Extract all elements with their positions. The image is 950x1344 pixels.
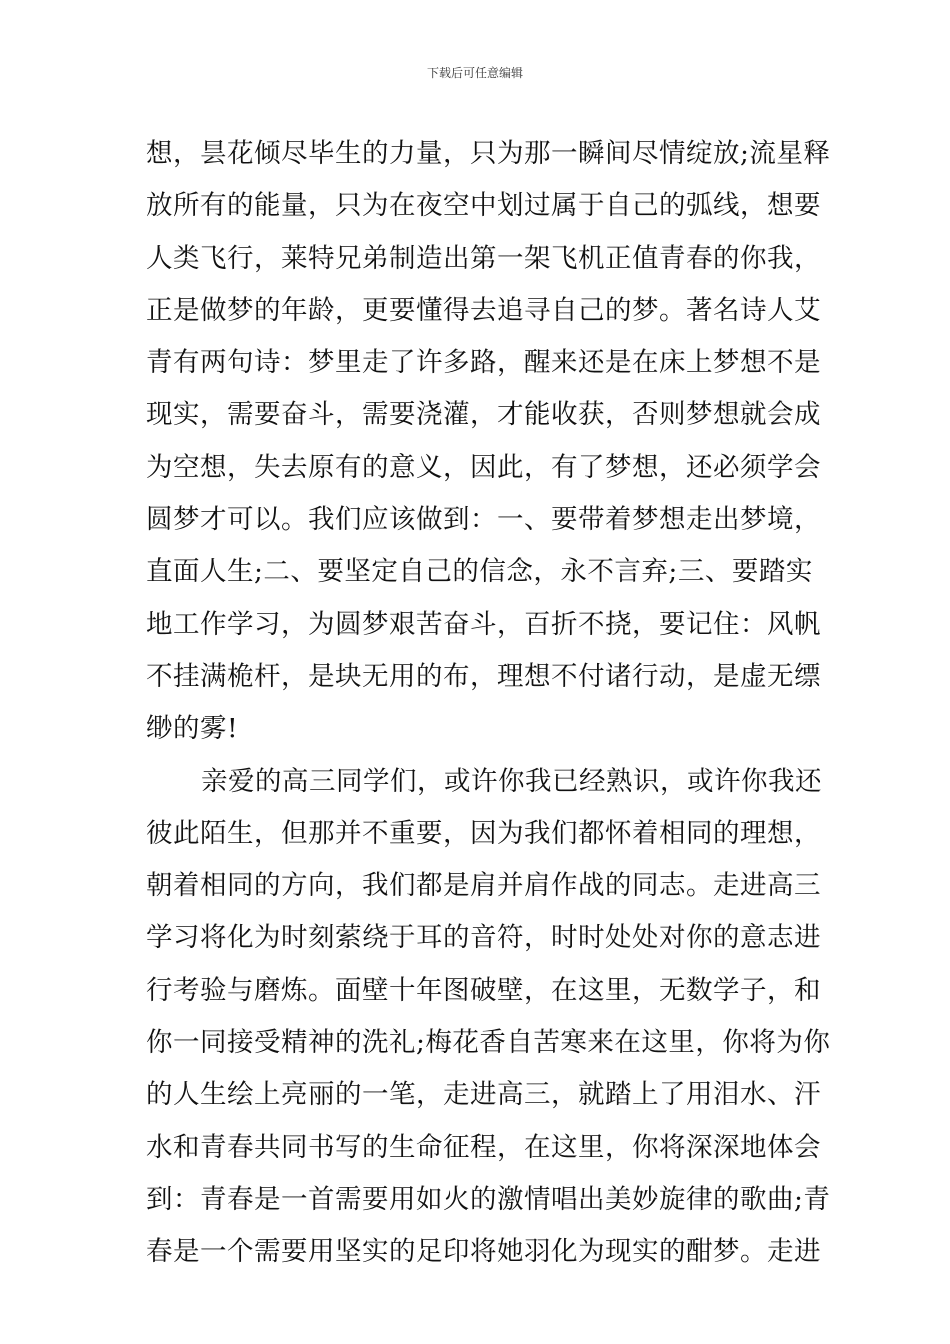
text-line: 想，昙花倾尽毕生的力量，只为那一瞬间尽情绽放;流星释 — [146, 138, 831, 169]
text-line: 朝着相同的方向，我们都是肩并肩作战的同志。走进高三 — [146, 870, 821, 902]
text-line: 到：青春是一首需要用如火的激情唱出美妙旋律的歌曲;青 — [146, 1183, 831, 1215]
text-line: 正是做梦的年龄，更要懂得去追寻自己的梦。著名诗人艾 — [146, 294, 821, 326]
text-line: 直面人生;二、要坚定自己的信念，永不言弃;三、要踏实 — [146, 556, 813, 588]
text-line: 你一同接受精神的洗礼;梅花香自苦寒来在这里，你将为你 — [146, 1027, 831, 1059]
text-line: 现实，需要奋斗，需要浇灌，才能收获，否则梦想就会成 — [146, 399, 821, 431]
text-line: 青有两句诗：梦里走了许多路，醒来还是在床上梦想不是 — [146, 347, 821, 379]
text-line: 行考验与磨炼。面壁十年图破壁，在这里，无数学子，和 — [146, 974, 821, 1006]
text-line: 不挂满桅杆，是块无用的布，理想不付诸行动，是虚无缥 — [146, 660, 821, 692]
text-line: 的人生绘上亮丽的一笔，走进高三，就踏上了用泪水、汗 — [146, 1079, 821, 1111]
document-body — [146, 128, 831, 1279]
text-line: 春是一个需要用坚实的足印将她羽化为现实的酣梦。走进 — [146, 1236, 821, 1268]
text-line-indented: 亲爱的高三同学们，或许你我已经熟识，或许你我还 — [201, 765, 822, 797]
text-line: 水和青春共同书写的生命征程，在这里，你将深深地体会 — [146, 1131, 821, 1163]
paragraph-1 — [146, 128, 831, 756]
text-line: 学习将化为时刻萦绕于耳的音符，时时处处对你的意志进 — [146, 922, 821, 954]
text-line: 为空想，失去原有的意义，因此，有了梦想，还必须学会 — [146, 451, 821, 483]
text-line: 圆梦才可以。我们应该做到：一、要带着梦想走出梦境， — [146, 504, 821, 536]
text-line: 彼此陌生，但那并不重要，因为我们都怀着相同的理想， — [146, 817, 821, 849]
text-line: 人类飞行，莱特兄弟制造出第一架飞机正值青春的你我， — [146, 242, 821, 274]
paragraph-2 — [146, 756, 831, 1279]
page-header-note: 下载后可任意编辑 — [426, 66, 523, 80]
text-line: 地工作学习，为圆梦艰苦奋斗，百折不挠，要记住：风帆 — [146, 608, 821, 640]
text-line: 放所有的能量，只为在夜空中划过属于自己的弧线，想要 — [146, 190, 821, 222]
text-line: 缈的雾! — [146, 713, 239, 745]
